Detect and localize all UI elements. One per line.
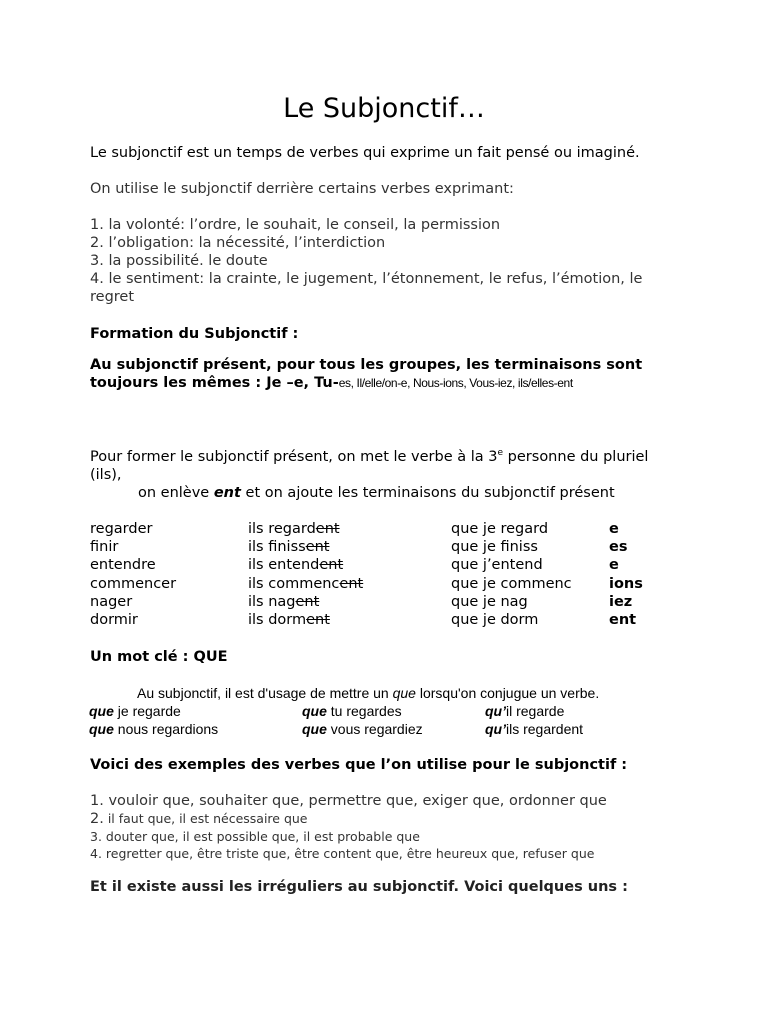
table-row (90, 575, 690, 593)
que-stem-cell: que je regard (451, 521, 549, 537)
table-row (90, 593, 690, 611)
endings-line: Au subjonctif présent, pour tous les groupes, les terminaisons sont (90, 357, 643, 373)
usage-item: 4. le sentiment: la crainte, le jugement, l’étonnement, le refus, l’émotion, le (90, 271, 643, 287)
endings-line (90, 374, 642, 392)
example-item (90, 828, 607, 845)
note-text: lorsqu'on conjugue un verbe. (415, 685, 600, 701)
que-stem-cell: que je nag (451, 593, 528, 610)
usage-item: 2. l’obligation: la nécessité, l’interdiction (90, 235, 386, 251)
item-text: douter que, il est possible que, il est probable que (101, 829, 420, 844)
note-text: Au subjonctif, il est d'usage de mettre un (137, 685, 393, 701)
que-example (89, 721, 218, 738)
que-word: que (302, 703, 327, 719)
example-item (90, 792, 607, 810)
que-word: que (89, 703, 114, 719)
rule-emphasis: ent (213, 485, 241, 501)
item-number: 4. (90, 846, 102, 861)
removed-ending: ent (306, 612, 330, 628)
page-title: Le Subjonctif… (283, 93, 485, 124)
example-item (90, 845, 607, 862)
superscript: e (497, 448, 504, 458)
formation-heading: Formation du Subjonctif : (90, 326, 299, 342)
infinitive-cell: nager (90, 593, 133, 610)
ending-cell: ent (609, 612, 637, 628)
que-word: qu’ (485, 720, 506, 737)
verb-form: je regarde (113, 703, 181, 719)
rule-text: personne du pluriel (503, 449, 649, 465)
usage-item: regret (90, 289, 135, 305)
ils-stem: ils entend (248, 557, 320, 574)
que-example (485, 721, 583, 738)
verb-form: tu regardes (326, 703, 402, 719)
item-text: vouloir que, souhaiter que, permettre que, exiger que, ordonner que (103, 793, 607, 809)
verb-form: il regarde (506, 703, 565, 719)
item-text: il faut que, il est nécessaire que (103, 811, 308, 826)
ils-form-cell (248, 556, 343, 574)
ils-form-cell (248, 538, 329, 556)
examples-heading: Voici des exemples des verbes que l’on utilise pour le subjonctif : (90, 757, 628, 773)
removed-ending: ent (319, 557, 344, 574)
que-word: qu’ (485, 703, 506, 719)
que-stem-cell: que je dorm (451, 612, 539, 628)
que-example (302, 703, 402, 720)
infinitive-cell: finir (90, 539, 119, 556)
rule-text: et on ajoute les terminaisons du subjonctif présent (240, 485, 615, 501)
que-stem-cell: que j’entend (451, 557, 543, 574)
conjugation-table (90, 520, 690, 630)
item-number: 3. (90, 829, 102, 844)
removed-ending: ent (339, 575, 364, 592)
ending-cell: e (609, 557, 619, 574)
keyword-note (137, 685, 599, 702)
infinitive-cell: regarder (90, 521, 153, 537)
rule-line (90, 448, 648, 466)
irregulars-heading: Et il existe aussi les irréguliers au subjonctif. Voici quelques uns : (90, 879, 628, 895)
intro-paragraph: Le subjonctif est un temps de verbes qui exprime un fait pensé ou imaginé. (90, 145, 640, 161)
infinitive-cell: entendre (90, 557, 156, 574)
ils-form-cell (248, 593, 319, 611)
item-number: 1. (90, 793, 104, 809)
infinitive-cell: dormir (90, 612, 138, 628)
example-item (90, 810, 607, 828)
verb-form: ils regardent (506, 720, 584, 737)
usage-list (90, 216, 642, 306)
table-row (90, 520, 690, 538)
ils-stem: ils regard (248, 521, 316, 537)
ending-cell: es (609, 539, 628, 556)
removed-ending: ent (305, 539, 330, 556)
que-word: que (302, 720, 327, 737)
ils-stem: ils dorm (248, 612, 307, 628)
endings-prefix: toujours les mêmes : Je –e, Tu- (90, 375, 339, 391)
item-number: 2. (90, 811, 104, 827)
ending-cell: e (609, 521, 619, 537)
que-word: que (89, 720, 114, 737)
table-row (90, 556, 690, 574)
ils-form-cell (248, 520, 340, 538)
ending-cell: iez (609, 593, 633, 610)
que-stem-cell: que je finiss (451, 539, 538, 556)
ils-stem: ils nag (248, 593, 296, 610)
ending-cell: ions (609, 575, 643, 592)
endings-suffix: es, Il/elle/on-e, Nous-ions, Vous-iez, ils/elles-ent (338, 376, 573, 390)
verb-form: nous regardions (113, 720, 219, 737)
endings-rule (90, 356, 642, 392)
usage-item: 3. la possibilité. le doute (90, 253, 268, 269)
usage-item: 1. la volonté: l’ordre, le souhait, le conseil, la permission (90, 217, 501, 233)
infinitive-cell: commencer (90, 575, 177, 592)
que-example (302, 721, 423, 738)
verb-form: vous regardiez (326, 720, 423, 737)
usage-intro: On utilise le subjonctif derrière certains verbes exprimant: (90, 181, 514, 197)
examples-list (90, 792, 607, 862)
rule-text: Pour former le subjonctif présent, on met le verbe à la 3 (90, 449, 498, 465)
removed-ending: ent (295, 593, 320, 610)
rule-text: on enlève (138, 485, 214, 501)
note-emphasis: que (392, 685, 416, 701)
rule-paragraph (90, 448, 648, 484)
ils-stem: ils commenc (248, 575, 340, 592)
ils-stem: ils finiss (248, 539, 306, 556)
table-row (90, 538, 690, 556)
que-example (485, 703, 564, 720)
rule-line-3 (138, 484, 615, 502)
que-example (89, 703, 181, 720)
ils-form-cell (248, 611, 330, 629)
ils-form-cell (248, 575, 363, 593)
que-stem-cell: que je commenc (451, 575, 572, 592)
keyword-heading: Un mot clé : QUE (90, 649, 228, 665)
removed-ending: ent (315, 521, 340, 537)
rule-line: (ils), (90, 467, 122, 483)
que-examples (89, 703, 689, 739)
table-row (90, 611, 690, 629)
item-text: regretter que, être triste que, être content que, être heureux que, refuser que (101, 846, 595, 861)
